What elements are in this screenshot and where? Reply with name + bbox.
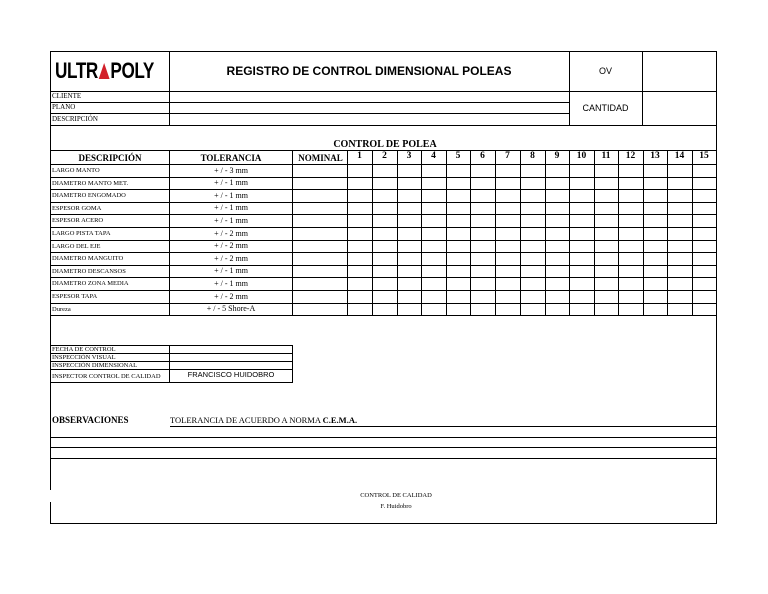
inspection-divider: [292, 345, 293, 382]
col-divider: [667, 150, 668, 315]
border-bottom: [50, 523, 717, 524]
footer-signature: F. Huidobro: [380, 503, 412, 510]
measure-col-6: 6: [480, 151, 485, 161]
fecha-control-label: FECHA DE CONTROL: [52, 346, 116, 353]
plano-label: PLANO: [52, 103, 76, 111]
table-row-line: [50, 303, 717, 304]
col-divider: [594, 150, 595, 315]
header-divider: [50, 91, 717, 92]
observaciones-line: [170, 426, 717, 427]
row-label: DIAMETRO ZONA MEDIA: [52, 280, 129, 288]
inspeccion-visual-label: INSPECCIÓN VISUAL: [52, 354, 116, 361]
header-bottom: [50, 125, 717, 126]
logo-triangle-icon: [99, 63, 110, 79]
col-divider: [692, 150, 693, 315]
col-divider: [495, 150, 496, 315]
logo-text-left: ULTR: [55, 58, 98, 83]
inspector-name: FRANCISCO HUIDOBRO: [187, 370, 275, 379]
row-tolerance: + / - 1 mm: [214, 190, 248, 200]
row-label: Dureza: [52, 305, 71, 313]
row-label: DIAMETRO DESCANSOS: [52, 267, 126, 275]
col-divider: [520, 150, 521, 315]
measure-col-8: 8: [530, 151, 535, 161]
col-divider: [716, 150, 717, 315]
border-left-bottom: [50, 502, 51, 524]
info-line: [50, 102, 569, 103]
row-tolerance: + / - 3 mm: [214, 165, 248, 175]
header-divider: [642, 51, 643, 126]
logo-text-right: POLY: [110, 58, 154, 83]
table-row-line: [50, 252, 717, 253]
ov-label: OV: [598, 66, 612, 76]
descripcion-label: DESCRIPCIÓN: [52, 115, 98, 123]
col-divider: [372, 150, 373, 315]
row-label: ESPESOR ACERO: [52, 217, 104, 225]
measure-col-4: 4: [431, 151, 436, 161]
row-label: ESPESOR TAPA: [52, 293, 98, 300]
border-top: [50, 51, 717, 52]
row-tolerance: + / - 1 mm: [214, 178, 248, 188]
table-row-line: [50, 202, 717, 203]
control-section-title: CONTROL DE POLEA: [333, 139, 437, 150]
col-divider: [421, 150, 422, 315]
table-top-line: [50, 150, 717, 151]
measure-col-13: 13: [650, 151, 660, 161]
table-header-line: [50, 164, 717, 165]
row-label: ESPESOR GOMA: [52, 204, 102, 212]
col-tolerancia-header: TOLERANCIA: [200, 153, 262, 163]
measure-col-14: 14: [674, 151, 685, 161]
row-label: LARGO DEL EJE: [52, 242, 101, 250]
measure-col-9: 9: [554, 151, 560, 161]
row-label: DIAMETRO MANTO MET.: [52, 179, 129, 187]
row-label: DIAMETRO ENGOMADO: [52, 192, 126, 200]
col-divider: [470, 150, 471, 315]
col-divider: [569, 150, 570, 315]
table-row-line: [50, 240, 717, 241]
row-tolerance: + / - 2 mm: [214, 241, 248, 251]
col-divider: [545, 150, 546, 315]
measure-col-15: 15: [699, 151, 709, 161]
border-left: [50, 51, 51, 490]
col-divider: [446, 150, 447, 315]
norma-name: C.E.M.A.: [322, 415, 358, 425]
row-tolerance: + / - 1 mm: [214, 278, 248, 288]
row-label: LARGO MANTO: [52, 167, 100, 174]
header-divider: [569, 51, 570, 126]
header-divider: [169, 51, 170, 126]
table-row-line: [50, 277, 717, 278]
row-label: LARGO PISTA TAPA: [52, 230, 111, 237]
ultrapoly-logo: [55, 58, 154, 84]
measure-col-7: 7: [505, 151, 510, 161]
measure-col-10: 10: [576, 151, 587, 161]
row-tolerance: + / - 2 mm: [214, 253, 248, 263]
cliente-label: CLIENTE: [52, 92, 82, 100]
col-divider: [397, 150, 398, 315]
table-row-line: [50, 214, 717, 215]
measure-col-3: 3: [406, 151, 412, 161]
row-tolerance: + / - 1 mm: [214, 266, 248, 276]
measure-col-2: 2: [382, 151, 387, 161]
cantidad-label: CANTIDAD: [582, 103, 629, 113]
measure-col-11: 11: [601, 151, 611, 161]
row-tolerance: + / - 5 Shore-A: [206, 304, 256, 314]
measure-col-1: 1: [357, 151, 362, 161]
col-divider: [618, 150, 619, 315]
row-tolerance: + / - 1 mm: [214, 215, 248, 225]
col-descripcion-header: DESCRIPCIÓN: [78, 153, 142, 163]
table-row-line: [50, 227, 717, 228]
observaciones-label: OBSERVACIONES: [52, 415, 129, 425]
col-divider: [292, 150, 293, 315]
observaciones-line: [50, 458, 717, 459]
observaciones-text: [170, 415, 357, 425]
inspeccion-dimensional-label: INSPECCIÓN DIMENSIONAL: [52, 362, 138, 369]
observaciones-line: [50, 447, 717, 448]
col-divider: [347, 150, 348, 315]
footer-department: CONTROL DE CALIDAD: [360, 492, 432, 499]
row-tolerance: + / - 2 mm: [214, 228, 248, 238]
info-line: [50, 113, 569, 114]
norma-prefix: TOLERANCIA DE ACUERDO A NORMA: [170, 415, 323, 425]
row-tolerance: + / - 2 mm: [214, 291, 248, 301]
col-nominal-header: NOMINAL: [298, 153, 343, 163]
row-tolerance: + / - 1 mm: [214, 203, 248, 213]
form-title: REGISTRO DE CONTROL DIMENSIONAL POLEAS: [226, 64, 512, 78]
inspector-label: INSPECTOR CONTROL DE CALIDAD: [52, 373, 161, 380]
inspection-line: [50, 382, 293, 383]
table-row-line: [50, 315, 717, 316]
table-row-line: [50, 265, 717, 266]
table-row-line: [50, 177, 717, 178]
table-row-line: [50, 189, 717, 190]
observaciones-line: [50, 437, 717, 438]
measure-col-5: 5: [455, 151, 461, 161]
row-label: DIAMETRO MANGUITO: [52, 255, 124, 263]
col-divider: [643, 150, 644, 315]
measure-col-12: 12: [625, 151, 636, 161]
table-row-line: [50, 290, 717, 291]
